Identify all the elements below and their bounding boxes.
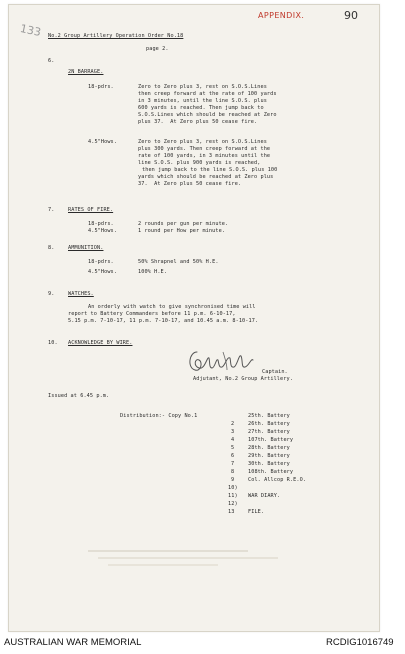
distribution-text: 107th. Battery xyxy=(248,437,294,443)
distribution-copy-no: 2 xyxy=(231,421,235,427)
distribution-copy-no: 13 xyxy=(228,509,235,515)
signatory-title: Adjutant, No.2 Group Artillery. xyxy=(193,376,293,382)
ammo-18pdr-label: 18-pdrs. xyxy=(88,259,114,265)
barrage-18pdr-line: S.O.S.Lines which should be reached at Zero xyxy=(138,112,277,118)
rate-hows-text: 1 round per How per minute. xyxy=(138,228,226,234)
barrage-hows-line: line S.O.S. plus 900 yards is reached, xyxy=(138,160,261,166)
watches-line: An orderly with watch to give synchronised time will xyxy=(88,304,256,310)
barrage-18pdr-line: in 3 minutes, until the line S.O.S. plus xyxy=(138,98,267,104)
distribution-text: Col. Allcop R.E.O. xyxy=(248,477,307,483)
distribution-copy-no: 7 xyxy=(231,461,235,467)
page-number: page 2. xyxy=(146,46,169,52)
section-6-number: 6. xyxy=(48,58,55,64)
distribution-copy-no: 6 xyxy=(231,453,235,459)
distribution-copy-no: 4 xyxy=(231,437,235,443)
watches-line: report to Battery Commanders before 11 p.m. 6-10-17, xyxy=(68,311,236,317)
distribution-copy-no: 9 xyxy=(231,477,235,483)
section-7-heading: RATES OF FIRE. xyxy=(68,207,114,213)
barrage-hows-line: yards which should be reached at Zero plus xyxy=(138,174,274,180)
signatory-rank: Captain. xyxy=(262,369,288,375)
section-6-heading: 2N BARRAGE. xyxy=(68,69,104,75)
section-9-number: 9. xyxy=(48,291,55,297)
ammo-hows-label: 4.5"Hows. xyxy=(88,269,118,275)
distribution-text: 27th. Battery xyxy=(248,429,290,435)
footer-institution: AUSTRALIAN WAR MEMORIAL xyxy=(4,637,142,648)
distribution-text: 29th. Battery xyxy=(248,453,290,459)
handwritten-signature xyxy=(183,346,263,378)
distribution-text: WAR DIARY. xyxy=(248,493,281,499)
section-10-heading: ACKNOWLEDGE BY WIRE. xyxy=(68,340,133,346)
section-8-number: 8. xyxy=(48,245,55,251)
barrage-18pdr-line: plus 37. At Zero plus 50 cease fire. xyxy=(138,119,258,125)
barrage-hows-line: then jump back to the line S.O.S. plus 100 xyxy=(142,167,278,173)
distribution-copy-no: 11) xyxy=(228,493,238,499)
barrage-18pdr-line: then creep forward at the rate of 100 yards xyxy=(138,91,277,97)
distribution-text: 28th. Battery xyxy=(248,445,290,451)
barrage-hows-label: 4.5"Hows. xyxy=(88,139,118,145)
distribution-text: 26th. Battery xyxy=(248,421,290,427)
footer-record-id: RCDIG1016749 xyxy=(326,637,394,648)
appendix-stamp: APPENDIX. xyxy=(258,11,305,20)
bleed-through-marks xyxy=(88,548,288,568)
distribution-copy-no: 12) xyxy=(228,501,238,507)
rate-18pdr-text: 2 rounds per gun per minute. xyxy=(138,221,229,227)
barrage-hows-line: 37. At Zero plus 50 cease fire. xyxy=(138,181,242,187)
distribution-copy-no: 10) xyxy=(228,485,238,491)
distribution-text: 30th. Battery xyxy=(248,461,290,467)
barrage-18pdr-label: 18-pdrs. xyxy=(88,84,114,90)
rate-hows-label: 4.5"Hows. xyxy=(88,228,118,234)
rate-18pdr-label: 18-pdrs. xyxy=(88,221,114,227)
barrage-18pdr-line: 600 yards is reached. Then jump back to xyxy=(138,105,264,111)
section-7-number: 7. xyxy=(48,207,55,213)
ammo-18pdr-text: 50% Shrapnel and 50% H.E. xyxy=(138,259,219,265)
distribution-text: 108th. Battery xyxy=(248,469,294,475)
barrage-hows-line: plus 300 yards. Then creep forward at the xyxy=(138,146,271,152)
ammo-hows-text: 100% H.E. xyxy=(138,269,168,275)
barrage-hows-line: Zero to Zero plus 3, rest on S.O.S.Lines xyxy=(138,139,267,145)
distribution-text: FILE. xyxy=(248,509,265,515)
barrage-18pdr-line: Zero to Zero plus 3, rest on S.O.S.Lines xyxy=(138,84,267,90)
section-10-number: 10. xyxy=(48,340,58,346)
watches-line: 5.15 p.m. 7-10-17, 11 p.m. 7-10-17, and 10.45 a.m. 8-10-17. xyxy=(68,318,259,324)
section-8-heading: AMMUNITION. xyxy=(68,245,104,251)
pencil-page-number: 133 xyxy=(18,21,43,40)
distribution-copy-no: 5 xyxy=(231,445,235,451)
distribution-copy-no: 3 xyxy=(231,429,235,435)
distribution-label: Distribution:- Copy No.1 xyxy=(120,413,198,419)
distribution-copy-no: 8 xyxy=(231,469,235,475)
distribution-text: 25th. Battery xyxy=(248,413,290,419)
barrage-hows-line: rate of 100 yards, in 3 minutes until the xyxy=(138,153,271,159)
order-title: No.2 Group Artillery Operation Order No.18 xyxy=(48,33,184,39)
issued-time: Issued at 6.45 p.m. xyxy=(48,393,110,399)
section-9-heading: WATCHES. xyxy=(68,291,94,297)
folio-number: 90 xyxy=(344,9,358,22)
